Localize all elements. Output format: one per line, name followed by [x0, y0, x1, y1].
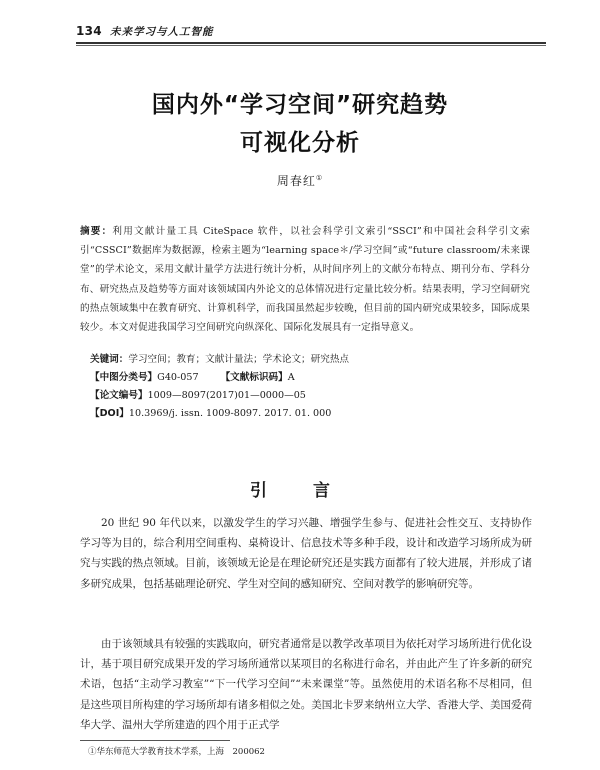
- abstract: [80, 222, 530, 337]
- header-rule: [76, 42, 546, 44]
- article-number-value: 1009—8097(2017)01—0000—05: [147, 390, 306, 401]
- keywords-text: 学习空间；教育；文献计量法；学术论文；研究热点: [128, 354, 350, 365]
- page-number: 134: [76, 24, 102, 38]
- paper-title-line1: 国内外“学习空间”研究趋势: [151, 92, 449, 118]
- footnote-rule: [80, 740, 230, 741]
- body-paragraph-2: 由于该领域具有较强的实践取向，研究者通常是以教学改革项目为依托对学习场所进行优化设计，基于项目研究成果开发的学习场所通常以某项目的名称进行命名，并由此产生了许多新的研究术语，包括“主动学习教室”“下一代学习空间”“未来课堂”等。虽然使用的术语名称不尽相同，但是这些项目所构建的学习场所却有诸多相似之处。美国北卡罗来纳州立大学、香港大学、美国爱荷华大学、温州大学所建造的四个用于正式学: [80, 638, 532, 731]
- section-heading-introduction: 引 言: [250, 481, 350, 501]
- keywords-label: 关键词：: [90, 354, 129, 365]
- author: [200, 172, 400, 189]
- article-number-label: 【论文编号】: [90, 390, 148, 401]
- abstract-label: 摘要：: [80, 226, 113, 237]
- author-footnote-mark: ①: [315, 174, 324, 182]
- clc-value: G40-057: [157, 372, 199, 383]
- footnote-affiliation: ①华东师范大学教育技术学系，上海 200062: [88, 747, 265, 757]
- author-name: 周春红: [276, 174, 316, 188]
- paper-title-line2: 可视化分析: [240, 130, 360, 156]
- doi: [90, 405, 530, 422]
- doi-label: 【DOI】: [90, 408, 129, 419]
- clc-label: 【中图分类号】: [90, 372, 158, 383]
- journal-name: 未来学习与人工智能: [109, 25, 214, 38]
- doi-value: 10.3969/j. issn. 1009-8097. 2017. 01. 000: [128, 408, 332, 419]
- keywords: [90, 351, 530, 368]
- header-rule-thin: [76, 45, 546, 46]
- article-number: [90, 387, 530, 404]
- abstract-text: 利用文献计量工具 CiteSpace 软件，以社会科学引文索引“SSCI”和中国社会科学引文索引“CSSCI”数据库为数据源，检索主题为“learning space＊/学习空间”或“future classroom/未来课堂”的学术论文，采用文献计量学方法进行统计分析，从时间序列上的文献分布特点、期刊分布、学科分布、研究热点及趋势等方面对该领域国内外论文的总体情况进行定量比较分析。结果表明，学习空间研究的热点领域集中在教育研究、计算机科学，而我国虽然起步较晚，但目前的国内研究成果较多，国际成果较少。本文对促进我国学习空间研究向纵深化、国际化发展具有一定指导意义。: [80, 226, 530, 334]
- doc-code-label: 【文献标识码】: [220, 372, 288, 383]
- running-header: [76, 24, 546, 38]
- body-paragraph-1: 20 世纪 90 年代以来，以激发学生的学习兴趣、增强学生参与、促进社会性交互、支持协作学习等为目的，综合利用空间重构、桌椅设计、信息技术等多种手段，设计和改造学习场所成为研究与实践的热点领域。目前，该领域无论是在理论研究还是实践方面都有了较大进展，并形成了诸多研究成果，包括基础理论研究、学生对空间的感知研究、空间对教学的影响研究等。: [80, 517, 532, 590]
- classification: [90, 369, 530, 386]
- doc-code-value: A: [287, 372, 295, 383]
